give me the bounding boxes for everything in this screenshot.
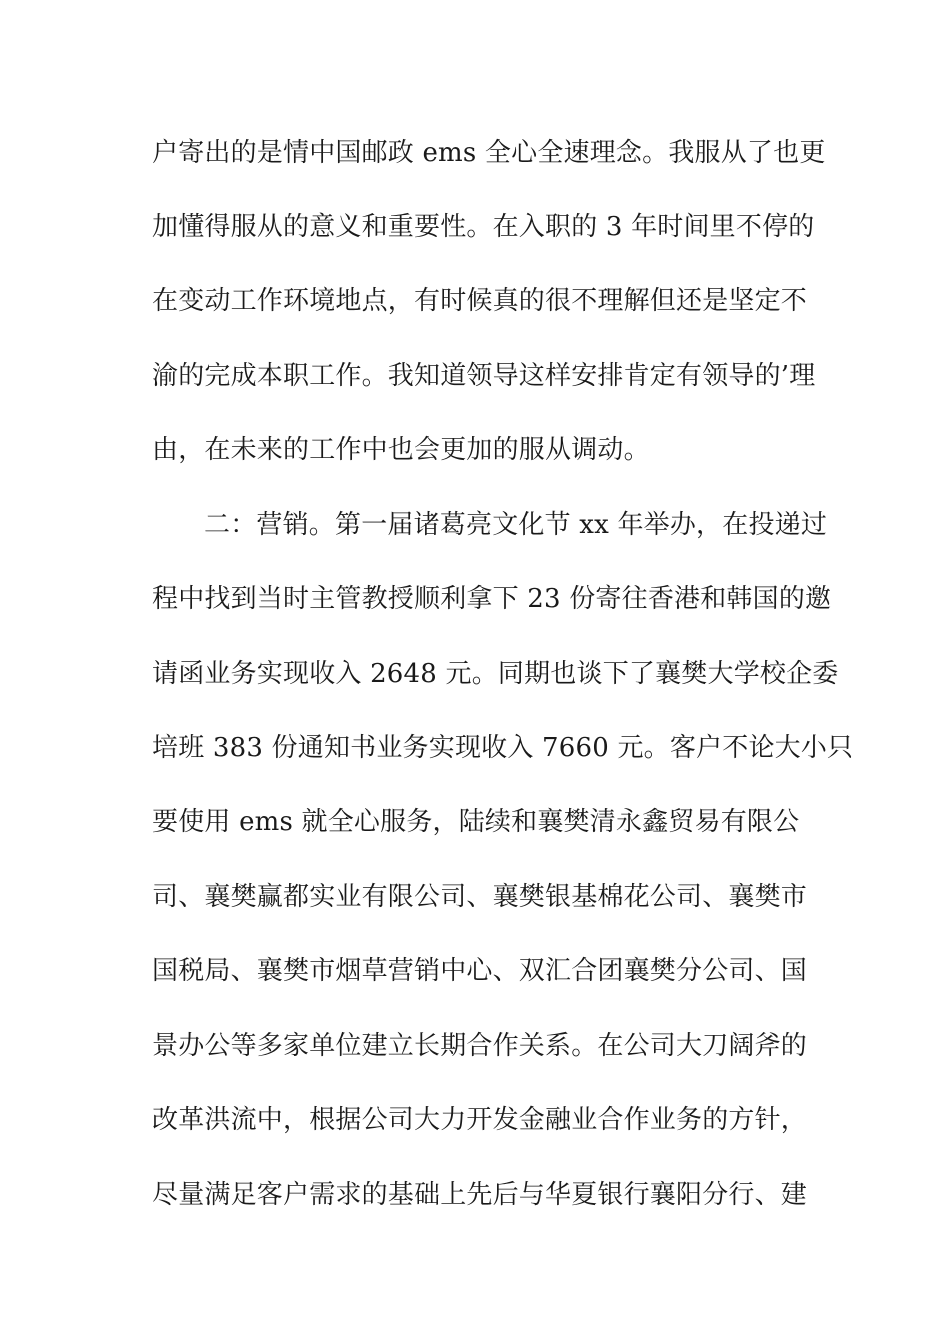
paragraph-line: 请函业务实现收入 2648 元。同期也谈下了襄樊大学校企委 (152, 659, 839, 689)
paragraph-line: 司、襄樊赢都实业有限公司、襄樊银基棉花公司、襄樊市 (152, 882, 808, 912)
paragraph-line: 改革洪流中，根据公司大力开发金融业合作业务的方针， (152, 1105, 808, 1135)
paragraph-line: 培班 383 份通知书业务实现收入 7660 元。客户不论大小只 (152, 733, 854, 763)
paragraph-line: 景办公等多家单位建立长期合作关系。在公司大刀阔斧的 (152, 1031, 808, 1061)
paragraph-line: 由，在未来的工作中也会更加的服从调动。 (152, 435, 650, 465)
paragraph-line: 程中找到当时主管教授顺利拿下 23 份寄往香港和韩国的邀 (152, 584, 832, 614)
paragraph-line: 国税局、襄樊市烟草营销中心、双汇合团襄樊分公司、国 (152, 956, 808, 986)
paragraph-line: 户寄出的是情中国邮政 ems 全心全速理念。我服从了也更 (152, 138, 826, 168)
paragraph-line: 渝的完成本职工作。我知道领导这样安排肯定有领导的’理 (152, 361, 816, 391)
paragraph-line: 二：营销。第一届诸葛亮文化节 xx 年举办，在投递过 (204, 510, 828, 540)
paragraph-line: 尽量满足客户需求的基础上先后与华夏银行襄阳分行、建 (152, 1180, 808, 1210)
paragraph-line: 要使用 ems 就全心服务，陆续和襄樊清永鑫贸易有限公 (152, 807, 800, 837)
paragraph-line: 加懂得服从的意义和重要性。在入职的 3 年时间里不停的 (152, 212, 815, 242)
paragraph-line: 在变动工作环境地点，有时候真的很不理解但还是坚定不 (152, 286, 808, 316)
